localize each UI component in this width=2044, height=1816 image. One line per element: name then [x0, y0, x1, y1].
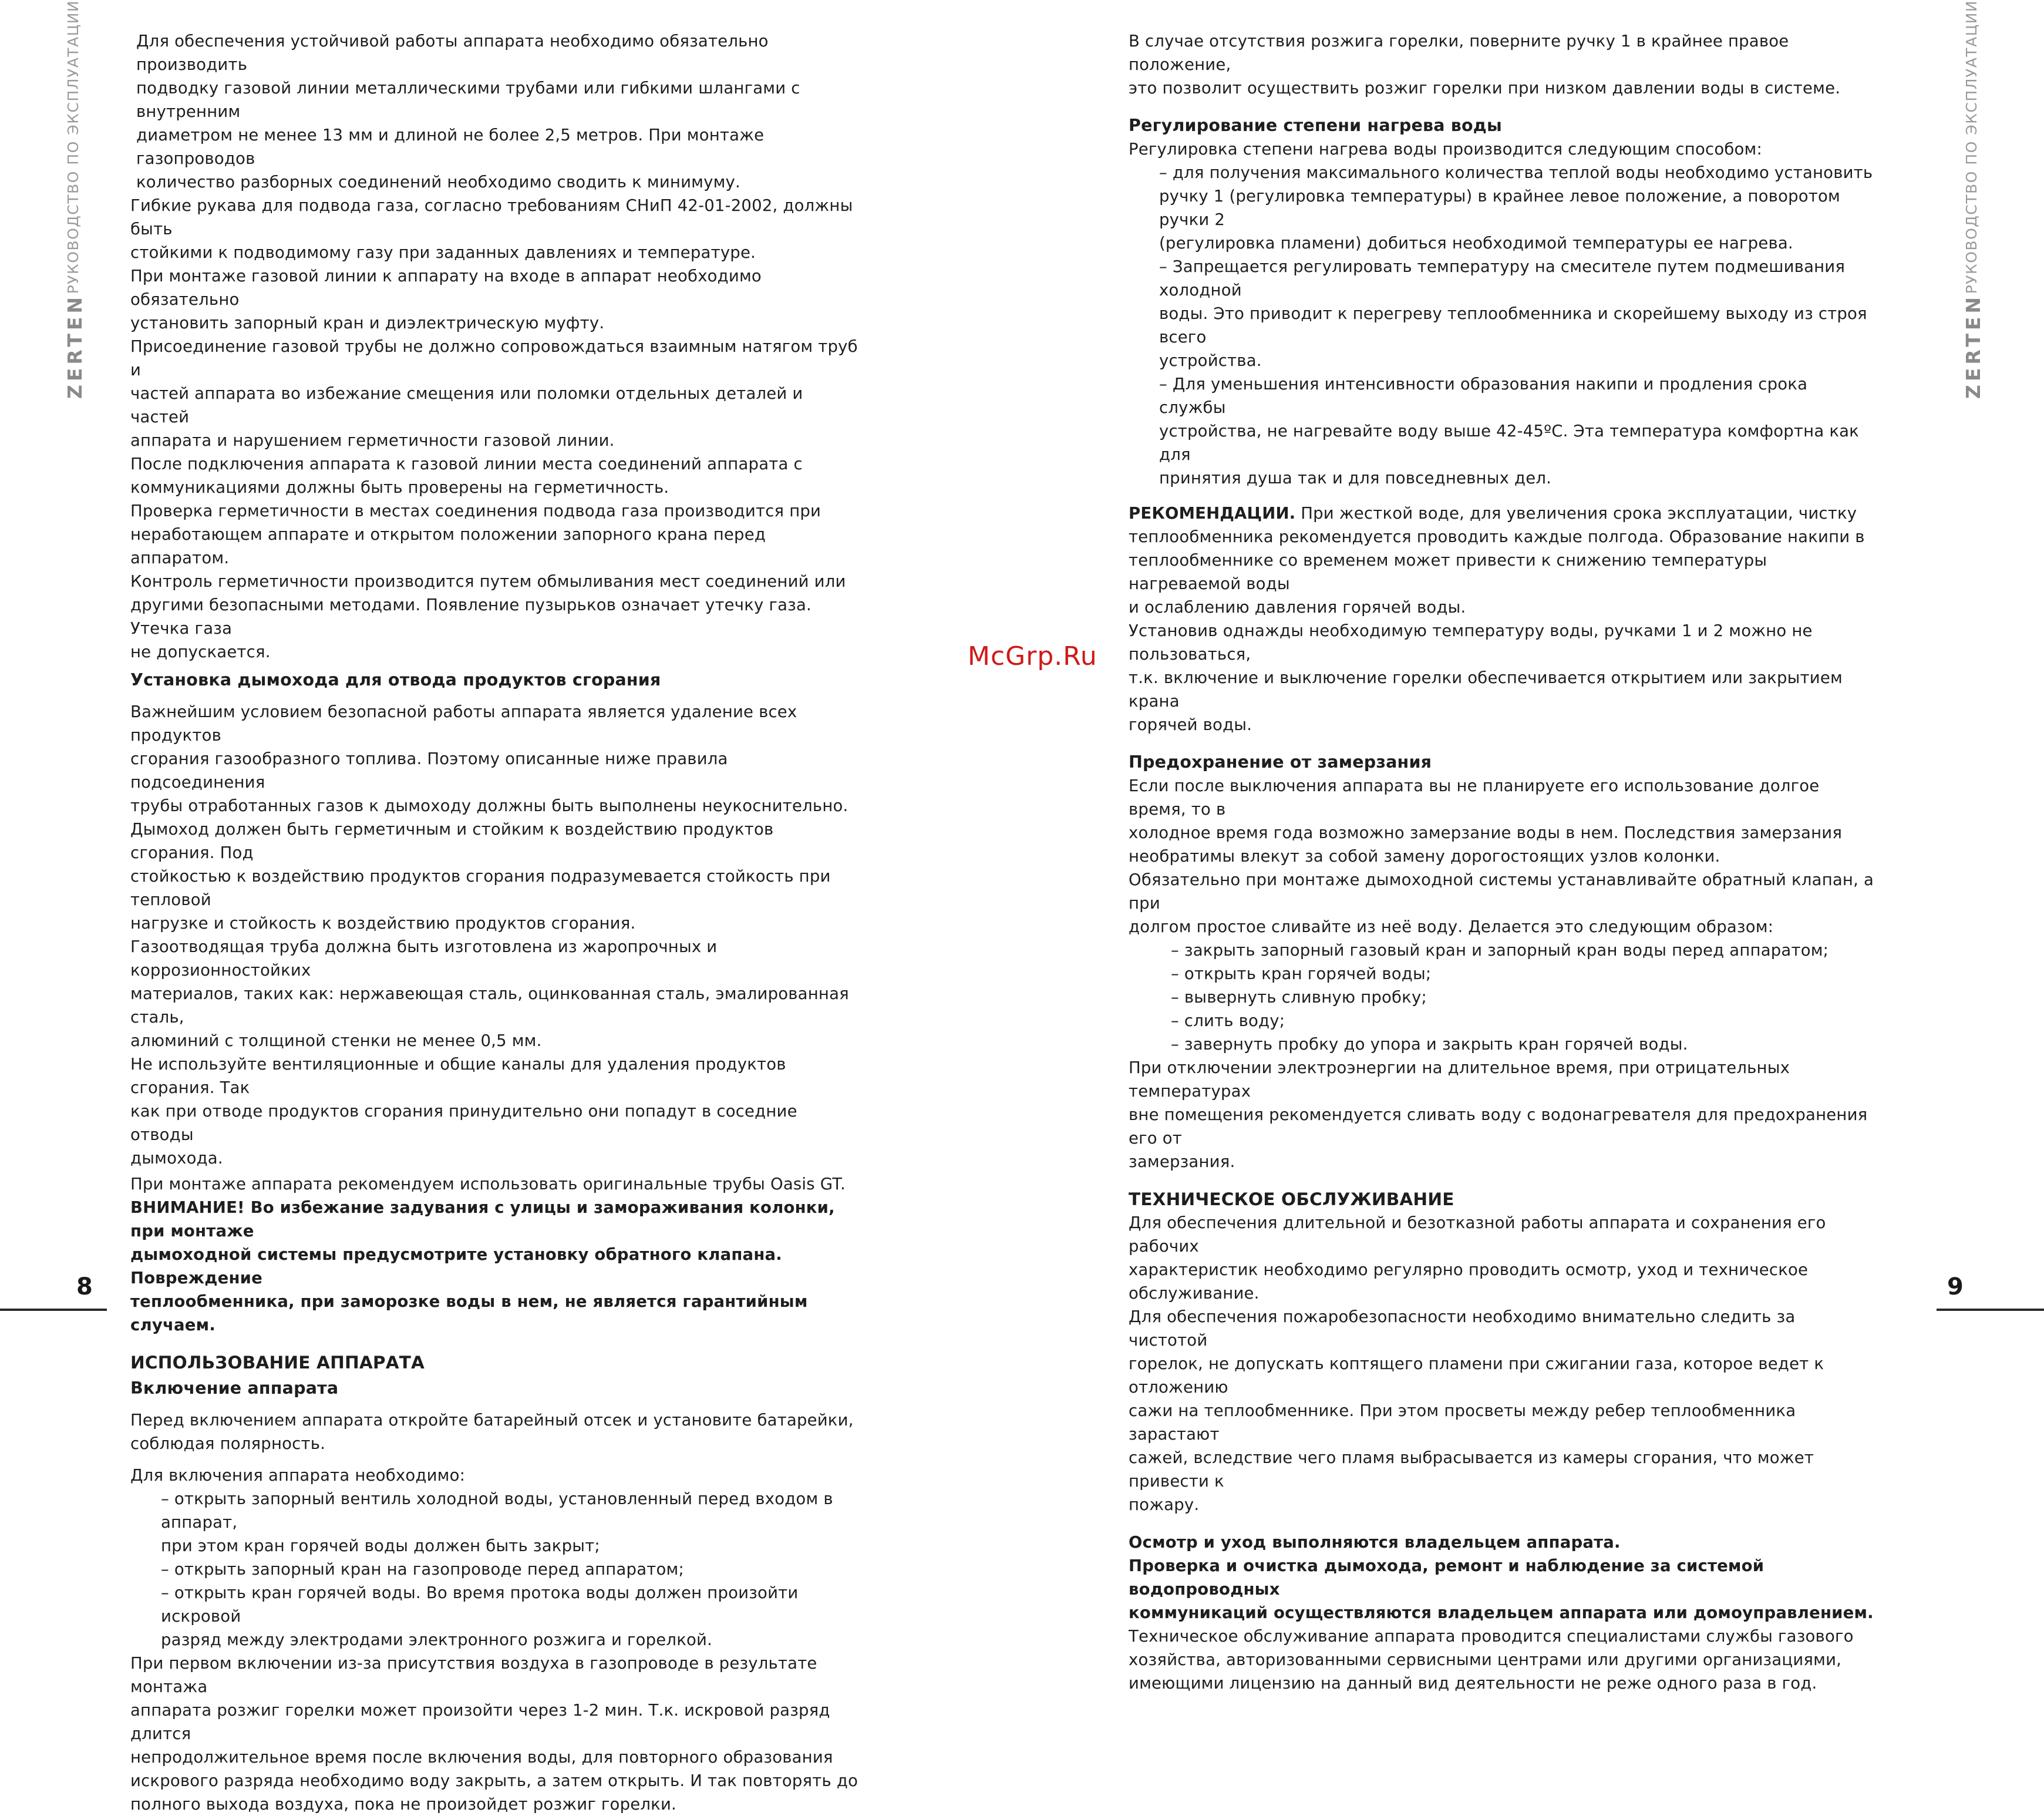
heading-freeze-protection: Предохранение от замерзания — [1129, 752, 1432, 772]
recommendations-text: При жесткой воде, для увеличения срока эксплуатации, чистку теплообменника рекомендуется проводить каждые полгода. Образование накипи в теплообменнике со временем может привести к снижению температуры нагреваемой воды и ослаблению давления горячей воды. — [1129, 504, 1865, 617]
heading-chimney-install: Установка дымохода для отвода продуктов сгорания — [130, 670, 661, 690]
paragraph-chimney: Важнейшим условием безопасной работы аппарата является удаление всех продуктов сгорания газообразного топлива. Поэтому описанные ниже правила подсоединения трубы отработанных газов к дымоходу должны быть выполнены неукоснительно. Дымоход должен быть герметичным и стойким к воздействию продуктов сгорания. Под стойкостью к воздействию продуктов сгорания подразумевается стойкость при тепловой нагрузке и стойкость к воздействию продуктов сгорания. Газоотводящая труба должна быть изготовлена из жаропрочных и коррозионностойких материалов, таких как: нержавеющая сталь, оцинкованная сталь, эмалированная сталь, алюминий с толщиной стенки не менее 0,5 мм. Не используйте вентиляционные и общие каналы для удаления продуктов сгорания. Так как при отводе продуктов сгорания принудительно они попадут в соседние отводы дымохода. — [130, 702, 849, 1168]
side-title-left: РУКОВОДСТВО ПО ЭКСПЛУАТАЦИИ — [65, 0, 82, 294]
list-item: – Запрещается регулировать температуру на смесителе путем подмешивания холодной воды. Это приводит к перегреву теплообменника и скорейшему выходу из строя всего устройства. — [1159, 257, 1867, 370]
warning-backflow-valve: ВНИМАНИЕ! Во избежание задувания с улицы и замораживания колонки, при монтаже дымоходной системы предусмотрите установку обратного клапана. Повреждение теплообменника, при заморозке воды в нем, не является гарантийным случаем. — [130, 1198, 835, 1334]
paragraph-service-specialists: Техническое обслуживание аппарата проводится специалистами службы газового хозяйства, авторизованными сервисными центрами или другими организациями, имеющими лицензию на данный вид деятельности не реже одного раза в год. — [1129, 1627, 1854, 1693]
paragraph-first-start: При первом включении из-за присутствия воздуха в газопроводе в результате монтажа аппарата розжиг горелки может произойти через 1-2 мин. Т.к. искровой разряд длится непродолжительное время после включения воды, для повторного образования искрового разряда необходимо воду закрыть, а затем открыть. И так повторять до полного выхода воздуха, пока не произойдет розжиг горелки. — [130, 1654, 858, 1814]
list-item: – вывернуть сливную пробку; — [1171, 988, 1427, 1007]
paragraph-power-outage: При отключении электроэнергии на длительное время, при отрицательных температурах вне помещения рекомендуется сливать воду с водонагревателя для предохранения его от замерзания. — [1129, 1058, 1868, 1171]
list-item: – для получения максимального количества теплой воды необходимо установить ручку 1 (регулировка температуры) в крайнее левое положение, а поворотом ручки 2 (регулировка пламени) добиться необходимой температуры ее нагрева. — [1159, 163, 1873, 253]
paragraph-original-pipes: При монтаже аппарата рекомендуем использовать оригинальные трубы Oasis GT. — [130, 1175, 846, 1193]
brand-logo-right: ZERTEN — [1962, 294, 1985, 399]
list-item: – открыть кран горячей воды. Во время протока воды должен произойти искровой разряд между электродами электронного розжига и горелкой. — [161, 1583, 799, 1649]
list-item: – открыть запорный кран на газопроводе перед аппаратом; — [161, 1560, 684, 1579]
paragraph-gas-hoses: Гибкие рукава для подвода газа, согласно требованиям СНиП 42-01-2002, должны быть стойкими к подводимому газу при заданных давлениях и температуре. При монтаже газовой линии к аппарату на входе в аппарат необходимо обязательно установить запорный кран и диэлектрическую муфту. Присоединение газовой трубы не должно сопровождаться взаимным натягом труб и частей аппарата во избежание смещения или поломки отдельных деталей и частей аппарата и нарушением герметичности газовой линии. После подключения аппарата к газовой линии места соединений аппарата с коммуникациями должны быть проверены на герметичность. Проверка герметичности в местах соединения подвода газа производится при неработающем аппарате и открытом положении запорного крана перед аппаратом. Контроль герметичности производится путем обмыливания мест соединений или другими безопасными методами. Появление пузырьков означает утечку газа. Утечка газа не допускается. — [130, 196, 858, 661]
bold-owner-inspection: Осмотр и уход выполняются владельцем аппарата. — [1129, 1533, 1621, 1552]
left-page-column — [130, 29, 858, 1816]
heading-usage: ИСПОЛЬЗОВАНИЕ АППАРАТА — [130, 1353, 425, 1373]
list-item: – завернуть пробку до упора и закрыть кран горячей воды. — [1171, 1035, 1688, 1054]
recommendations-label: РЕКОМЕНДАЦИИ. — [1129, 504, 1296, 523]
side-title-right: РУКОВОДСТВО ПО ЭКСПЛУАТАЦИИ — [1963, 0, 1980, 294]
paragraph-gas-pipe: Для обеспечения устойчивой работы аппарата необходимо обязательно производить подводку газовой линии металлическими трубами или гибкими шлангами с внутренним диаметром не менее 13 мм и длиной не более 2,5 метров. При монтаже газопроводов количество разборных соединений необходимо сводить к минимуму. — [136, 32, 800, 191]
watermark: McGrp.Ru — [968, 641, 1097, 671]
footer-line-left — [0, 1309, 107, 1311]
page-number-left: 8 — [76, 1273, 93, 1300]
heading-turn-on: Включение аппарата — [130, 1378, 339, 1398]
list-item: – Для уменьшения интенсивности образования накипи и продления срока службы устройства, не нагревайте воду выше 42-45ºС. Эта температура комфортна как для принятия душа так и для повседневных дел. — [1159, 375, 1859, 487]
list-item: – открыть запорный вентиль холодной воды, установленный перед входом в аппарат, при этом кран горячей воды должен быть закрыт; — [161, 1489, 833, 1555]
paragraph-freeze: Если после выключения аппарата вы не планируете его использование долгое время, то в холодное время года возможно замерзание воды в нем. Последствия замерзания необратимы влекут за собой замену дорогостоящих узлов колонки. Обязательно при монтаже дымоходной системы устанавливайте обратный клапан, а при долгом простое сливайте из неё воду. Делается это следующим образом: — [1129, 776, 1874, 936]
paragraph-heat-method: Регулировка степени нагрева воды производится следующим способом: — [1129, 140, 1762, 159]
page-number-right: 9 — [1947, 1273, 1964, 1300]
paragraph-batteries: Перед включением аппарата откройте батарейный отсек и установите батарейки, соблюдая полярность. — [130, 1411, 854, 1453]
list-item: – закрыть запорный газовый кран и запорный кран воды перед аппаратом; — [1171, 941, 1829, 960]
list-item: – слить воду; — [1171, 1011, 1285, 1030]
paragraph-knobs: Установив однажды необходимую температуру воды, ручками 1 и 2 можно не пользоваться, т.к. включение и выключение горелки обеспечивается открытием или закрытием крана горячей воды. — [1129, 621, 1843, 734]
footer-line-right — [1937, 1309, 2044, 1311]
brand-logo-left: ZERTEN — [63, 294, 86, 399]
heading-maintenance: ТЕХНИЧЕСКОЕ ОБСЛУЖИВАНИЕ — [1129, 1189, 1454, 1209]
right-page-column — [1129, 29, 1874, 1695]
paragraph-recommendations — [1129, 502, 1874, 619]
paragraph-maintenance: Для обеспечения длительной и безотказной работы аппарата и сохранения его рабочих характеристик необходимо регулярно проводить осмотр, уход и техническое обслуживание. Для обеспечения пожаробезопасности необходимо внимательно следить за чистотой горелок, не допускать коптящего пламени при сжигании газа, которое ведет к отложению сажи на теплообменнике. При этом просветы между ребер теплообменника зарастают сажей, вследствие чего пламя выбрасывается из камеры сгорания, что может привести к пожару. — [1129, 1213, 1826, 1514]
heading-heat-regulation: Регулирование степени нагрева воды — [1129, 116, 1502, 135]
paragraph-no-ignition: В случае отсутствия розжига горелки, поверните ручку 1 в крайнее правое положение, это позволит осуществить розжиг горелки при низком давлении воды в системе. — [1129, 32, 1841, 97]
list-item: – открыть кран горячей воды; — [1171, 964, 1432, 983]
bold-chimney-check: Проверка и очистка дымохода, ремонт и наблюдение за системой водопроводных коммуникаций осуществляются владельцем аппарата или домоуправлением. — [1129, 1556, 1874, 1622]
paragraph-turn-on-steps: Для включения аппарата необходимо: — [130, 1466, 466, 1485]
